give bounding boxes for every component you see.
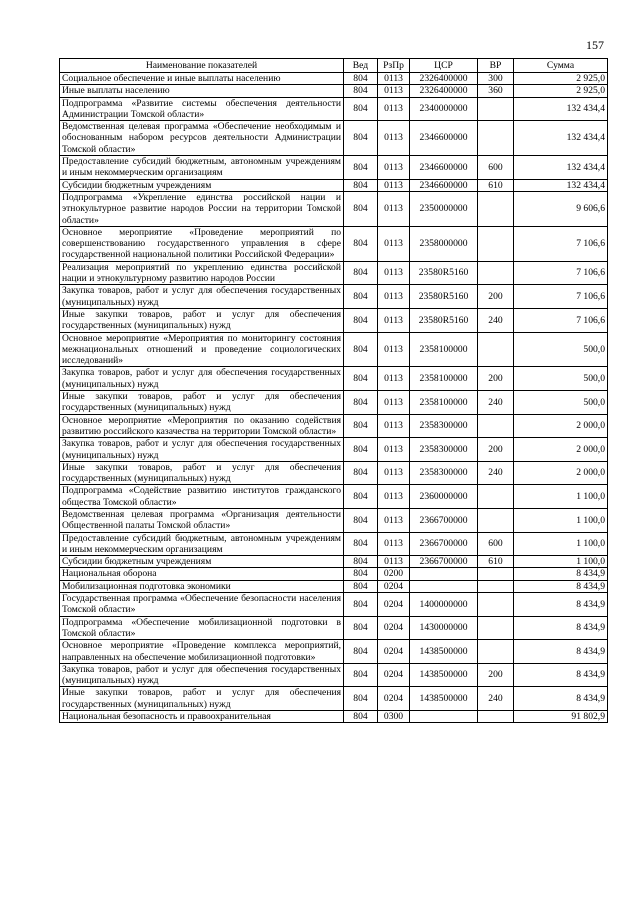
row-sum: 1 100,0 [514,508,608,532]
row-rzpr: 0113 [378,332,410,367]
row-ved: 804 [344,226,378,261]
header-rzpr: РзПр [378,59,410,73]
row-rzpr: 0204 [378,640,410,664]
row-csr [410,568,478,580]
row-rzpr: 0113 [378,367,410,391]
row-name: Предоставление субсидий бюджетным, автономным учреждениям и иным некоммерческим организациям [60,532,344,556]
row-ved: 804 [344,556,378,568]
row-sum: 132 434,4 [514,156,608,180]
row-csr: 1438500000 [410,640,478,664]
row-rzpr: 0113 [378,121,410,156]
row-rzpr: 0113 [378,391,410,415]
row-ved: 804 [344,367,378,391]
row-rzpr: 0113 [378,85,410,97]
row-name: Иные закупки товаров, работ и услуг для обеспечения государственных (муниципальных) нужд [60,308,344,332]
header-name: Наименование показателей [60,59,344,73]
row-vr: 200 [478,663,514,687]
row-csr: 23580R5160 [410,285,478,309]
row-name: Иные закупки товаров, работ и услуг для обеспечения государственных (муниципальных) нужд [60,687,344,711]
row-sum: 2 925,0 [514,73,608,85]
row-vr [478,226,514,261]
row-vr [478,616,514,640]
row-csr: 23580R5160 [410,261,478,285]
table-row [60,226,608,261]
row-csr: 2358000000 [410,226,478,261]
row-rzpr: 0113 [378,191,410,226]
row-sum: 132 434,4 [514,179,608,191]
table-row [60,73,608,85]
row-rzpr: 0113 [378,461,410,485]
row-ved: 804 [344,580,378,592]
row-ved: 804 [344,508,378,532]
row-ved: 804 [344,191,378,226]
row-csr: 2360000000 [410,485,478,509]
table-row [60,593,608,617]
row-ved: 804 [344,121,378,156]
row-ved: 804 [344,261,378,285]
row-name: Государственная программа «Обеспечение безопасности населения Томской области» [60,593,344,617]
row-vr: 200 [478,367,514,391]
row-name: Субсидии бюджетным учреждениям [60,556,344,568]
row-sum: 2 925,0 [514,85,608,97]
row-name: Ведомственная целевая программа «Организация деятельности Общественной палаты Томской области» [60,508,344,532]
row-vr: 200 [478,285,514,309]
table-row [60,191,608,226]
row-sum: 8 434,9 [514,580,608,592]
row-csr: 23580R5160 [410,308,478,332]
table-row [60,640,608,664]
row-sum: 2 000,0 [514,414,608,438]
table-header-row [60,59,608,73]
row-rzpr: 0113 [378,226,410,261]
row-vr [478,593,514,617]
row-ved: 804 [344,73,378,85]
row-csr [410,580,478,592]
row-csr [410,711,478,723]
row-sum: 500,0 [514,391,608,415]
row-sum: 8 434,9 [514,687,608,711]
table-row [60,97,608,121]
row-csr: 1430000000 [410,616,478,640]
row-csr: 2358100000 [410,391,478,415]
row-name: Иные закупки товаров, работ и услуг для обеспечения государственных (муниципальных) нужд [60,461,344,485]
row-vr [478,508,514,532]
table-row [60,332,608,367]
row-vr [478,640,514,664]
row-csr: 2358100000 [410,332,478,367]
row-vr: 610 [478,556,514,568]
row-sum: 8 434,9 [514,640,608,664]
page-number: 157 [586,38,604,52]
row-ved: 804 [344,438,378,462]
row-sum: 7 106,6 [514,261,608,285]
row-ved: 804 [344,711,378,723]
row-name: Закупка товаров, работ и услуг для обеспечения государственных (муниципальных) нужд [60,663,344,687]
row-name: Подпрограмма «Содействие развитию институтов гражданского общества Томской области» [60,485,344,509]
row-name: Иные закупки товаров, работ и услуг для обеспечения государственных (муниципальных) нужд [60,391,344,415]
row-rzpr: 0204 [378,616,410,640]
row-name: Национальная оборона [60,568,344,580]
row-rzpr: 0113 [378,485,410,509]
row-vr: 610 [478,179,514,191]
row-rzpr: 0113 [378,97,410,121]
row-sum: 8 434,9 [514,568,608,580]
row-sum: 1 100,0 [514,556,608,568]
row-vr: 600 [478,532,514,556]
row-name: Основное мероприятие «Мероприятия по оказанию содействия развитию российского казачества на территории Томской области» [60,414,344,438]
budget-table [59,58,608,723]
row-sum: 7 106,6 [514,308,608,332]
row-name: Социальное обеспечение и иные выплаты населению [60,73,344,85]
row-sum: 91 802,9 [514,711,608,723]
row-vr: 600 [478,156,514,180]
row-rzpr: 0113 [378,508,410,532]
row-vr: 360 [478,85,514,97]
header-ved: Вед [344,59,378,73]
row-rzpr: 0113 [378,179,410,191]
header-sum: Сумма [514,59,608,73]
table-row [60,261,608,285]
row-rzpr: 0300 [378,711,410,723]
table-row [60,461,608,485]
row-ved: 804 [344,414,378,438]
row-name: Подпрограмма «Обеспечение мобилизационной подготовки в Томской области» [60,616,344,640]
row-sum: 7 106,6 [514,226,608,261]
row-rzpr: 0204 [378,580,410,592]
table-row [60,508,608,532]
row-vr [478,580,514,592]
table-row [60,711,608,723]
row-csr: 2350000000 [410,191,478,226]
row-ved: 804 [344,687,378,711]
table-row [60,391,608,415]
row-vr [478,711,514,723]
row-vr [478,261,514,285]
row-ved: 804 [344,332,378,367]
row-name: Подпрограмма «Развитие системы обеспечения деятельности Администрации Томской области» [60,97,344,121]
row-ved: 804 [344,663,378,687]
row-name: Основное мероприятие «Проведение комплекса мероприятий, направленных на обеспечение мобилизационной подготовки» [60,640,344,664]
row-name: Закупка товаров, работ и услуг для обеспечения государственных (муниципальных) нужд [60,367,344,391]
table-row [60,285,608,309]
row-name: Закупка товаров, работ и услуг для обеспечения государственных (муниципальных) нужд [60,438,344,462]
table-body [60,73,608,723]
table-row [60,556,608,568]
row-vr [478,121,514,156]
row-vr [478,568,514,580]
row-sum: 2 000,0 [514,438,608,462]
row-csr: 1400000000 [410,593,478,617]
row-name: Национальная безопасность и правоохранительная [60,711,344,723]
table-row [60,85,608,97]
row-sum: 500,0 [514,367,608,391]
row-csr: 2358100000 [410,367,478,391]
row-csr: 2326400000 [410,85,478,97]
row-ved: 804 [344,616,378,640]
header-csr: ЦСР [410,59,478,73]
row-sum: 1 100,0 [514,485,608,509]
row-vr: 300 [478,73,514,85]
row-csr: 2346600000 [410,179,478,191]
row-name: Мобилизационная подготовка экономики [60,580,344,592]
row-name: Ведомственная целевая программа «Обеспечение необходимым и обоснованным набором ресурсов деятельности Администрации Томской области» [60,121,344,156]
row-csr: 2358300000 [410,414,478,438]
table-row [60,308,608,332]
row-ved: 804 [344,461,378,485]
row-rzpr: 0113 [378,556,410,568]
row-vr: 240 [478,308,514,332]
row-ved: 804 [344,97,378,121]
row-name: Подпрограмма «Укрепление единства российской нации и этнокультурное развитие народов России на территории Томской области» [60,191,344,226]
row-ved: 804 [344,391,378,415]
table-row [60,580,608,592]
row-rzpr: 0113 [378,438,410,462]
table-row [60,438,608,462]
row-name: Основное мероприятие «Проведение мероприятий по совершенствованию государственного управления в сфере государственной национальной политики Российской Федерации» [60,226,344,261]
row-name: Субсидии бюджетным учреждениям [60,179,344,191]
row-ved: 804 [344,593,378,617]
row-vr [478,332,514,367]
table-row [60,485,608,509]
row-rzpr: 0204 [378,687,410,711]
row-vr: 240 [478,687,514,711]
row-name: Иные выплаты населению [60,85,344,97]
row-rzpr: 0204 [378,593,410,617]
table-row [60,179,608,191]
row-csr: 2346600000 [410,156,478,180]
row-rzpr: 0113 [378,156,410,180]
row-name: Реализация мероприятий по укреплению единства российской нации и этнокультурному развитию народов России [60,261,344,285]
row-vr [478,191,514,226]
table-row [60,156,608,180]
table-row [60,532,608,556]
row-name: Основное мероприятие «Мероприятия по мониторингу состояния межнациональных отношений и проведение социологических исследований» [60,332,344,367]
table-row [60,121,608,156]
row-ved: 804 [344,156,378,180]
row-ved: 804 [344,285,378,309]
row-vr [478,485,514,509]
row-rzpr: 0113 [378,261,410,285]
row-csr: 2346600000 [410,121,478,156]
row-ved: 804 [344,485,378,509]
row-vr [478,414,514,438]
row-sum: 2 000,0 [514,461,608,485]
row-sum: 132 434,4 [514,97,608,121]
header-vr: ВР [478,59,514,73]
row-sum: 1 100,0 [514,532,608,556]
row-name: Закупка товаров, работ и услуг для обеспечения государственных (муниципальных) нужд [60,285,344,309]
row-name: Предоставление субсидий бюджетным, автономным учреждениям и иным некоммерческим организациям [60,156,344,180]
row-rzpr: 0113 [378,414,410,438]
row-rzpr: 0200 [378,568,410,580]
row-csr: 1438500000 [410,687,478,711]
table-row [60,687,608,711]
row-sum: 8 434,9 [514,616,608,640]
row-csr: 2340000000 [410,97,478,121]
row-sum: 8 434,9 [514,593,608,617]
row-rzpr: 0204 [378,663,410,687]
row-vr: 240 [478,391,514,415]
row-vr: 240 [478,461,514,485]
row-sum: 9 606,6 [514,191,608,226]
row-csr: 2358300000 [410,461,478,485]
row-vr [478,97,514,121]
row-ved: 804 [344,179,378,191]
row-ved: 804 [344,308,378,332]
row-csr: 2326400000 [410,73,478,85]
row-rzpr: 0113 [378,285,410,309]
row-sum: 132 434,4 [514,121,608,156]
table-row [60,367,608,391]
row-rzpr: 0113 [378,532,410,556]
row-sum: 500,0 [514,332,608,367]
row-csr: 2366700000 [410,508,478,532]
row-csr: 2366700000 [410,532,478,556]
row-ved: 804 [344,568,378,580]
row-csr: 2358300000 [410,438,478,462]
table-row [60,414,608,438]
row-sum: 8 434,9 [514,663,608,687]
table-row [60,568,608,580]
row-ved: 804 [344,640,378,664]
table-row [60,616,608,640]
table-row [60,663,608,687]
row-csr: 2366700000 [410,556,478,568]
row-rzpr: 0113 [378,308,410,332]
row-vr: 200 [478,438,514,462]
row-ved: 804 [344,85,378,97]
row-csr: 1438500000 [410,663,478,687]
row-rzpr: 0113 [378,73,410,85]
row-ved: 804 [344,532,378,556]
row-sum: 7 106,6 [514,285,608,309]
